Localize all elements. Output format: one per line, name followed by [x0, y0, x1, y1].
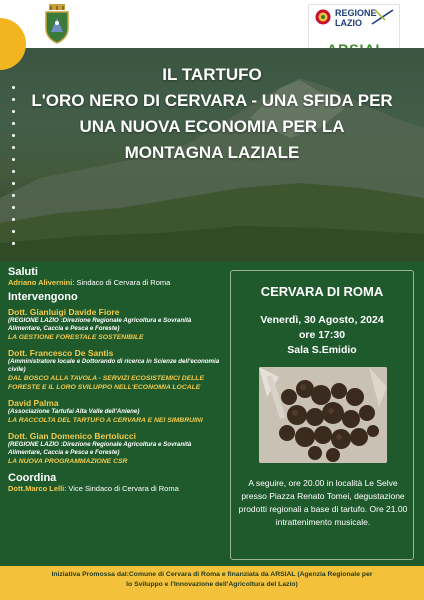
saluti-role: : Sindaco di Cervara di Roma — [72, 278, 171, 287]
speaker-topic: LA GESTIONE FORESTALE SOSTENIBILE — [8, 334, 144, 341]
event-followup-text: A seguire, ore 20.00 in località Le Selve presso Piazza Renato Tomei, degustazione prodotti regionali a base di tartufo. Ore 21.00 intrattenimento musicale. — [238, 478, 408, 527]
speaker-item — [8, 398, 220, 425]
event-place: CERVARA DI ROMA — [260, 284, 384, 299]
speaker-topic: LA RACCOLTA DEL TARTUFO A CERVARA E NEI SIMBRUINI — [8, 417, 203, 424]
speaker-name: David Palma — [8, 398, 59, 408]
program-section — [8, 266, 220, 493]
title-line-4: MONTAGNA LAZIALE — [124, 143, 300, 162]
speaker-affiliation: (Associazione Tartufai Alta Valle dell'Aniene) — [8, 408, 140, 415]
speaker-topic: LA NUOVA PROGRAMMAZIONE CSR — [8, 458, 128, 465]
event-room: Sala S.Emidio — [287, 344, 357, 356]
regione-lazio-text: REGIONE LAZIO — [335, 8, 377, 28]
coordina-heading: Coordina — [8, 472, 57, 484]
event-date: Venerdì, 30 Agosto, 2024 — [260, 314, 384, 326]
speaker-item — [8, 348, 220, 392]
saluti-name: Adriano Alivernini — [8, 278, 73, 287]
event-card — [230, 270, 414, 560]
speaker-item — [8, 431, 220, 466]
coordina-line — [8, 484, 220, 493]
event-datetime — [231, 313, 413, 358]
speaker-item — [8, 307, 220, 342]
coordina-role: : Vice Sindaco di Cervara di Roma — [64, 484, 179, 493]
regione-swoosh-icon — [371, 8, 395, 26]
speaker-affiliation: (REGIONE LAZIO :Direzione Regionale Agricoltura e Sovranità Alimentare, Caccia e Pesca e Foreste) — [8, 441, 192, 456]
speaker-name: Dott. Gian Domenico Bertolucci — [8, 431, 136, 441]
title-line-3: UNA NUOVA ECONOMIA PER LA — [79, 117, 345, 136]
municipal-crest-icon — [42, 4, 72, 44]
poster-title — [0, 62, 424, 166]
footer-band — [0, 566, 424, 600]
speaker-name: Dott. Gianluigi Davide Fiore — [8, 307, 120, 317]
saluti-line — [8, 278, 220, 287]
regione-emblem-icon — [315, 9, 331, 25]
title-line-2: L'ORO NERO DI CERVARA - UNA SFIDA PER — [31, 91, 393, 110]
speaker-affiliation: (REGIONE LAZIO :Direzione Regionale Agricoltura e Sovranità Alimentare, Caccia e Pesca e Foreste) — [8, 317, 192, 332]
truffles-image — [259, 367, 387, 463]
intervengono-heading: Intervengono — [8, 291, 78, 303]
truffles-photo — [259, 367, 387, 463]
speaker-name: Dott. Francesco De Santis — [8, 348, 114, 358]
coordina-name: Dott.Marco Lelli — [8, 484, 65, 493]
saluti-heading: Saluti — [8, 266, 38, 278]
speaker-topic: DAL BOSCO ALLA TAVOLA - SERVIZI ECOSISTEMICI DELLE FORESTE E IL LORO SVILUPPO NELL'ECONOMIA LOCALE — [8, 375, 204, 391]
speaker-affiliation: (Amministratore locale e Dottorando di ricerca in Scienze dell'economia civile) — [8, 358, 220, 373]
footer-line-1: Iniziativa Promossa dal:Comune di Cervara di Roma e finanziata da ARSIAL (Agenzia Regionale per — [51, 571, 373, 578]
title-line-1: IL TARTUFO — [162, 65, 262, 84]
event-time: ore 17:30 — [298, 329, 346, 341]
footer-line-2: lo Sviluppo e l'Innovazione dell'Agricoltura del Lazio) — [126, 581, 298, 588]
